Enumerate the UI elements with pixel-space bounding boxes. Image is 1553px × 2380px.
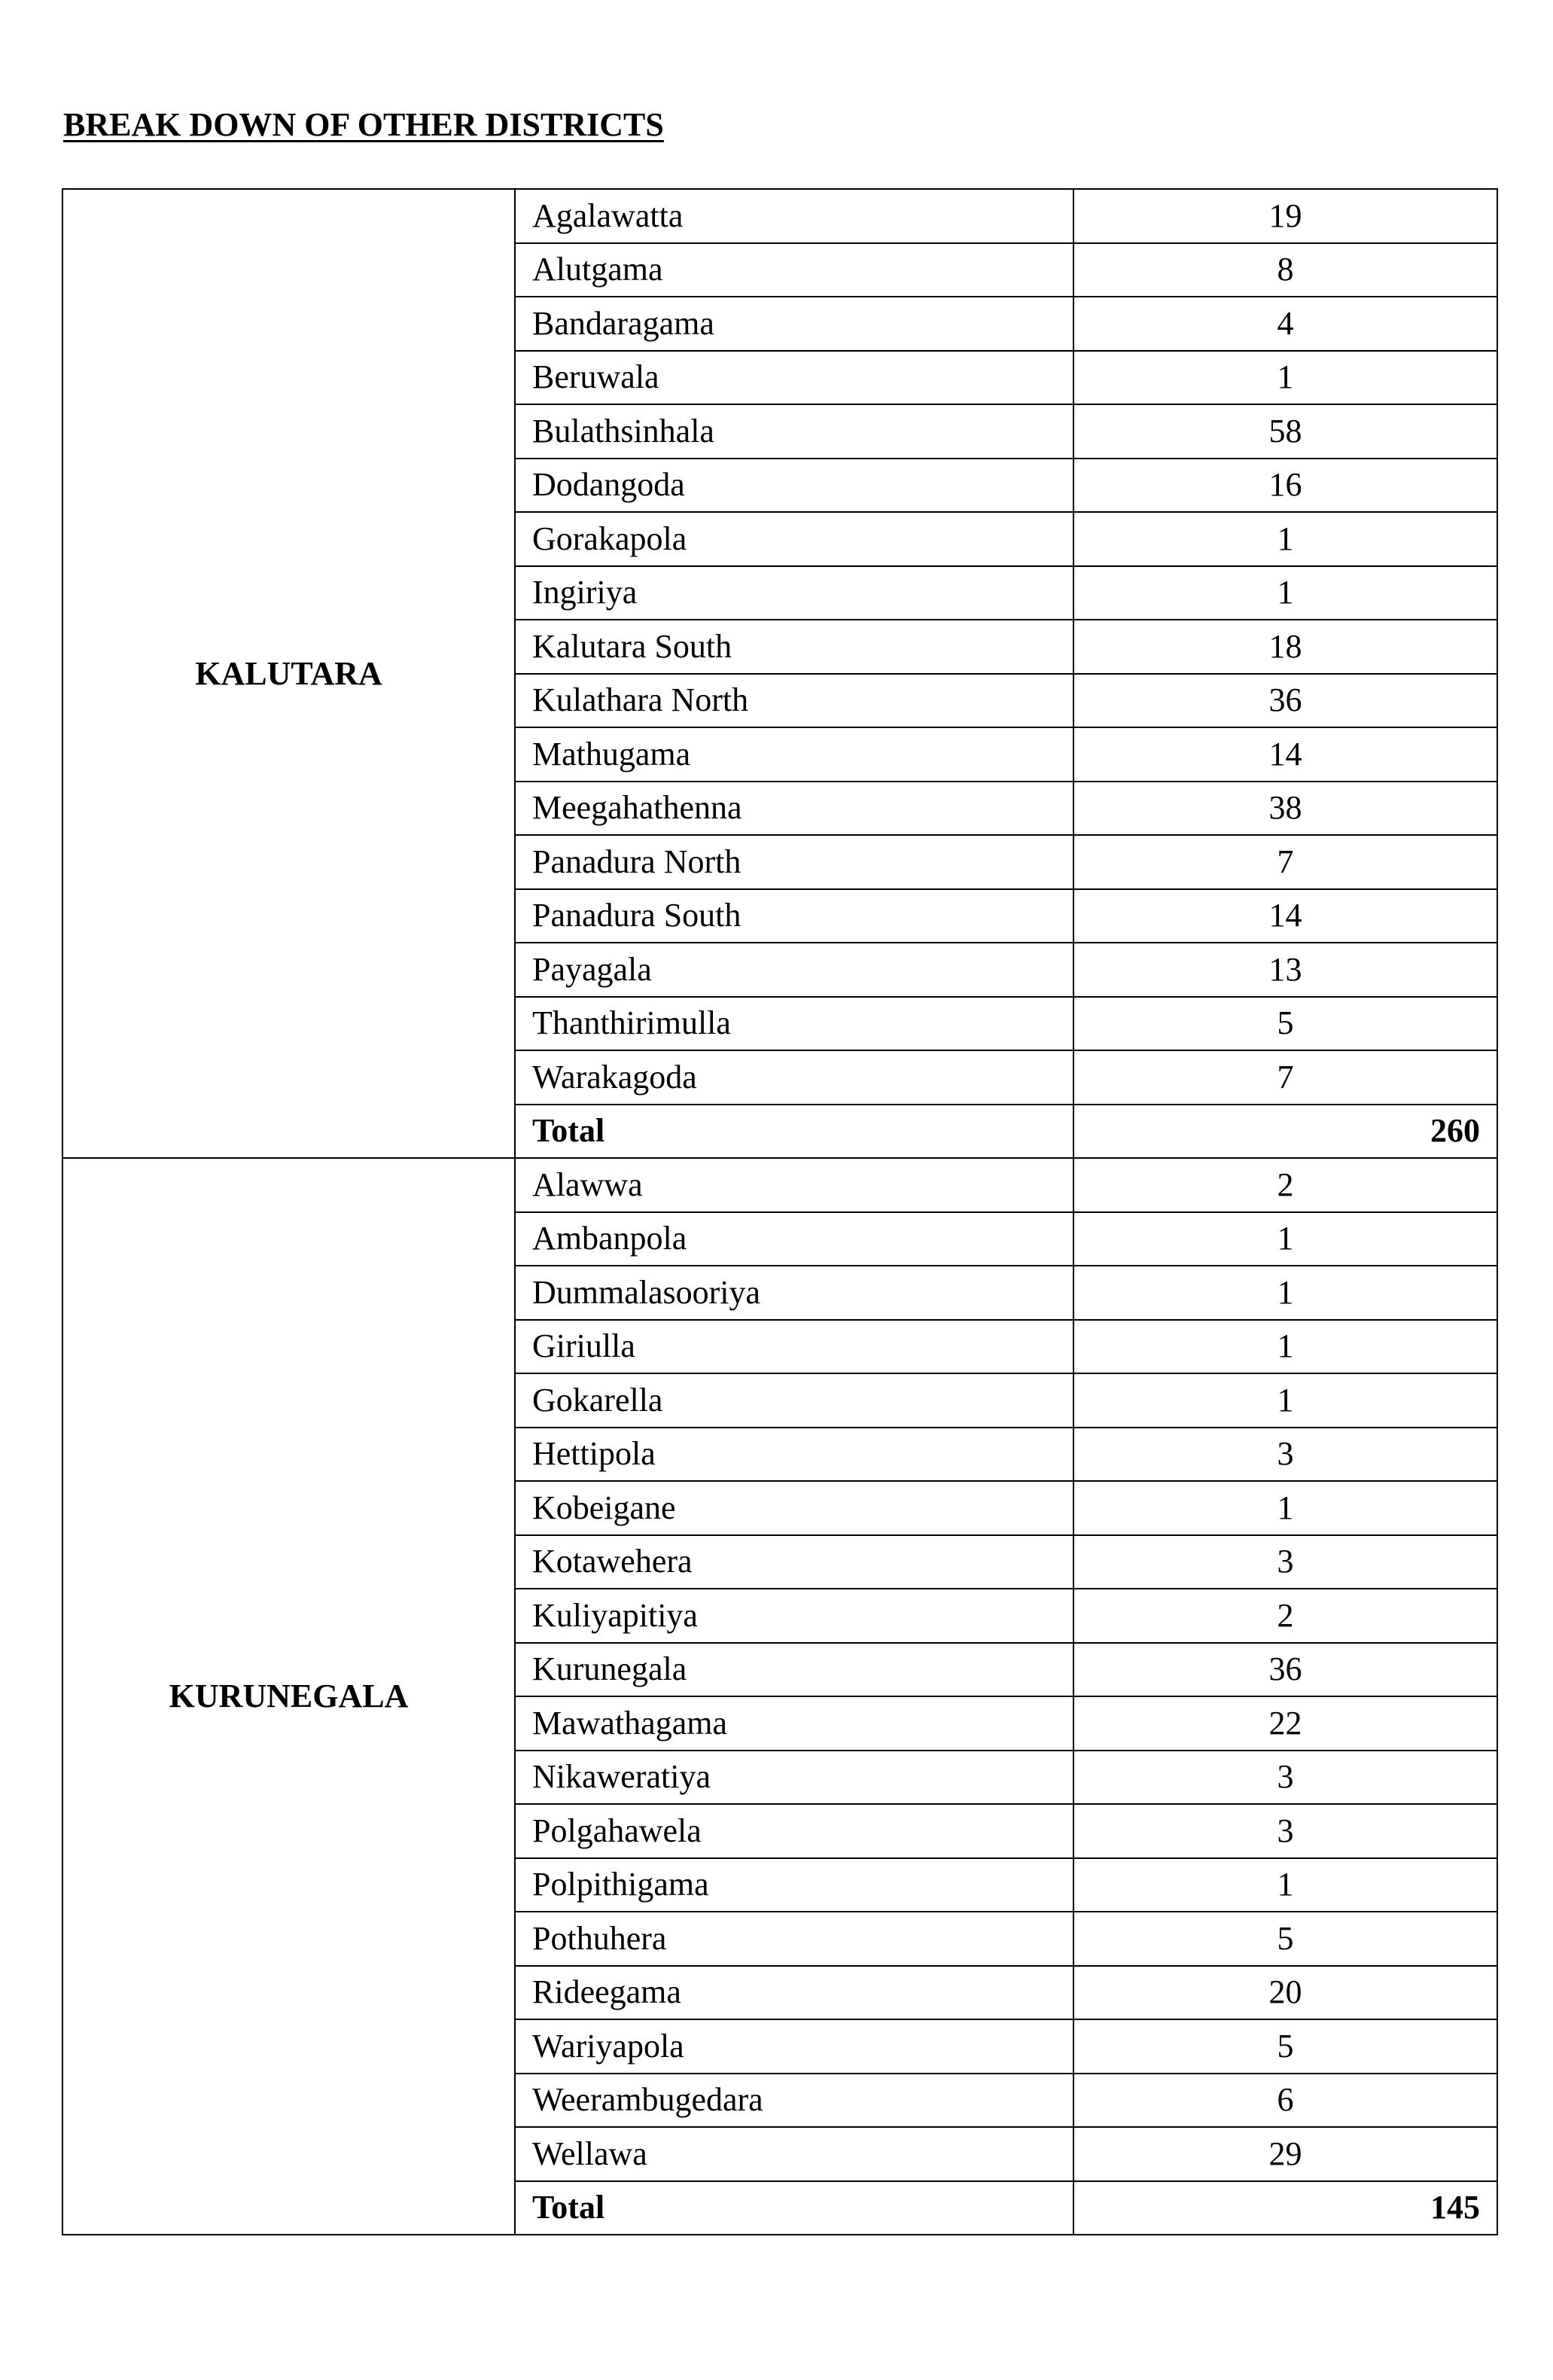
division-name-cell: Thanthirimulla	[515, 997, 1073, 1051]
division-count-cell: 19	[1073, 189, 1497, 243]
division-name-cell: Meegahathenna	[515, 782, 1073, 836]
division-name-cell: Dummalasooriya	[515, 1266, 1073, 1320]
total-value-cell: 145	[1073, 2181, 1497, 2235]
division-name-cell: Rideegama	[515, 1966, 1073, 2020]
division-name-cell: Warakagoda	[515, 1050, 1073, 1105]
division-name-cell: Bandaragama	[515, 297, 1073, 351]
division-name-cell: Beruwala	[515, 351, 1073, 405]
division-name-cell: Wariyapola	[515, 2019, 1073, 2074]
table-body	[62, 189, 1497, 2235]
total-value-cell: 260	[1073, 1105, 1497, 1159]
division-name-cell: Ingiriya	[515, 566, 1073, 620]
division-name-cell: Mathugama	[515, 727, 1073, 782]
page-heading: BREAK DOWN OF OTHER DISTRICTS	[63, 106, 664, 143]
division-name-cell: Kobeigane	[515, 1481, 1073, 1535]
division-name-cell: Payagala	[515, 943, 1073, 997]
division-name-cell: Mawathagama	[515, 1696, 1073, 1751]
division-count-cell: 18	[1073, 620, 1497, 674]
division-count-cell: 1	[1073, 351, 1497, 405]
division-name-cell: Alutgama	[515, 243, 1073, 297]
division-count-cell: 3	[1073, 1428, 1497, 1482]
division-name-cell: Agalawatta	[515, 189, 1073, 243]
division-count-cell: 36	[1073, 1643, 1497, 1697]
division-count-cell: 14	[1073, 727, 1497, 782]
division-count-cell: 1	[1073, 1481, 1497, 1535]
division-name-cell: Kotawehera	[515, 1535, 1073, 1589]
division-name-cell: Nikaweratiya	[515, 1751, 1073, 1805]
district-name-cell: KALUTARA	[62, 189, 515, 1158]
division-count-cell: 2	[1073, 1589, 1497, 1643]
division-count-cell: 1	[1073, 1212, 1497, 1266]
division-count-cell: 5	[1073, 2019, 1497, 2074]
division-count-cell: 4	[1073, 297, 1497, 351]
division-name-cell: Gorakapola	[515, 512, 1073, 566]
division-name-cell: Alawwa	[515, 1158, 1073, 1212]
division-name-cell: Kurunegala	[515, 1643, 1073, 1697]
division-count-cell: 58	[1073, 404, 1497, 459]
division-name-cell: Gokarella	[515, 1373, 1073, 1428]
division-count-cell: 7	[1073, 1050, 1497, 1105]
division-name-cell: Ambanpola	[515, 1212, 1073, 1266]
division-count-cell: 14	[1073, 889, 1497, 943]
table-row	[62, 189, 1497, 243]
division-name-cell: Kalutara South	[515, 620, 1073, 674]
division-name-cell: Polpithigama	[515, 1858, 1073, 1912]
division-count-cell: 8	[1073, 243, 1497, 297]
division-name-cell: Kulathara North	[515, 674, 1073, 728]
division-count-cell: 13	[1073, 943, 1497, 997]
division-count-cell: 1	[1073, 566, 1497, 620]
division-count-cell: 5	[1073, 997, 1497, 1051]
division-name-cell: Bulathsinhala	[515, 404, 1073, 459]
division-name-cell: Wellawa	[515, 2127, 1073, 2181]
division-count-cell: 1	[1073, 512, 1497, 566]
table-row	[62, 1158, 1497, 1212]
division-name-cell: Weerambugedara	[515, 2074, 1073, 2128]
division-count-cell: 36	[1073, 674, 1497, 728]
division-count-cell: 3	[1073, 1751, 1497, 1805]
total-label-cell: Total	[515, 1105, 1073, 1159]
division-count-cell: 1	[1073, 1858, 1497, 1912]
division-count-cell: 1	[1073, 1373, 1497, 1428]
division-count-cell: 29	[1073, 2127, 1497, 2181]
division-count-cell: 3	[1073, 1535, 1497, 1589]
division-count-cell: 7	[1073, 835, 1497, 889]
district-name-cell: KURUNEGALA	[62, 1158, 515, 2235]
division-name-cell: Pothuhera	[515, 1912, 1073, 1966]
division-count-cell: 1	[1073, 1320, 1497, 1374]
division-count-cell: 22	[1073, 1696, 1497, 1751]
division-count-cell: 6	[1073, 2074, 1497, 2128]
division-count-cell: 38	[1073, 782, 1497, 836]
division-count-cell: 5	[1073, 1912, 1497, 1966]
district-breakdown-table	[62, 188, 1498, 2235]
division-count-cell: 2	[1073, 1158, 1497, 1212]
division-count-cell: 1	[1073, 1266, 1497, 1320]
division-count-cell: 20	[1073, 1966, 1497, 2020]
division-name-cell: Panadura South	[515, 889, 1073, 943]
total-label-cell: Total	[515, 2181, 1073, 2235]
division-name-cell: Polgahawela	[515, 1804, 1073, 1858]
division-count-cell: 3	[1073, 1804, 1497, 1858]
division-count-cell: 16	[1073, 459, 1497, 513]
division-name-cell: Kuliyapitiya	[515, 1589, 1073, 1643]
division-name-cell: Hettipola	[515, 1428, 1073, 1482]
division-name-cell: Giriulla	[515, 1320, 1073, 1374]
division-name-cell: Dodangoda	[515, 459, 1073, 513]
division-name-cell: Panadura North	[515, 835, 1073, 889]
